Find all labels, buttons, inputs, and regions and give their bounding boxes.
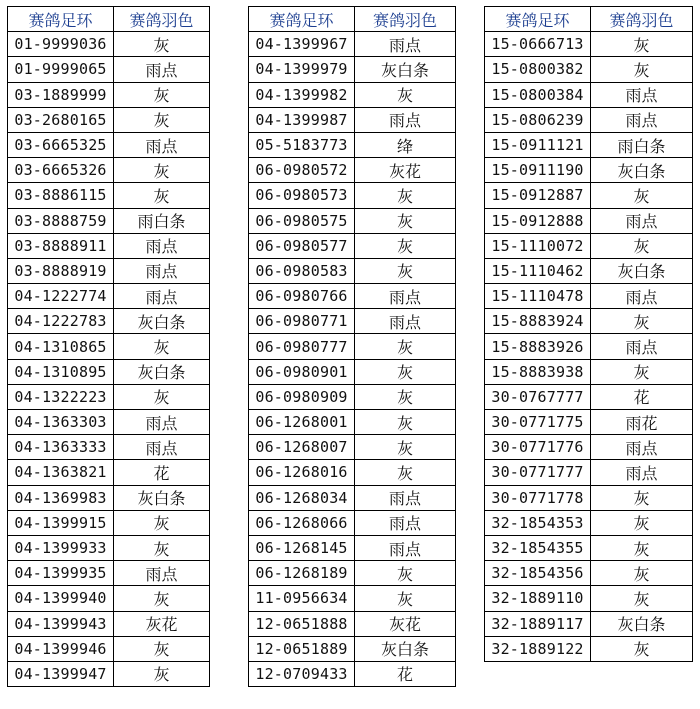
- feather-color-cell: 花: [591, 384, 693, 409]
- feather-color-cell: 灰: [355, 561, 456, 586]
- feather-color-cell: 灰: [355, 359, 456, 384]
- table-row: [485, 158, 693, 183]
- table-row: [8, 107, 210, 132]
- ring-number-cell: 30-0771778: [485, 485, 591, 510]
- table-row: [485, 611, 693, 636]
- table-row: [249, 57, 456, 82]
- feather-color-cell: 绛: [355, 132, 456, 157]
- table-body-1: [8, 32, 210, 687]
- feather-color-cell: 灰白条: [114, 359, 210, 384]
- ring-number-cell: 15-0911190: [485, 158, 591, 183]
- table-row: [8, 258, 210, 283]
- feather-color-cell: 灰: [591, 233, 693, 258]
- table-row: [485, 384, 693, 409]
- feather-color-cell: 灰: [355, 384, 456, 409]
- table-row: [249, 132, 456, 157]
- table-row: [485, 460, 693, 485]
- ring-number-cell: 32-1889110: [485, 586, 591, 611]
- feather-color-cell: 灰花: [114, 611, 210, 636]
- table-row: [485, 636, 693, 661]
- color-header: 赛鸽羽色: [114, 7, 210, 32]
- ring-number-cell: 04-1399935: [8, 561, 114, 586]
- feather-color-cell: 灰: [591, 636, 693, 661]
- ring-number-cell: 05-5183773: [249, 132, 355, 157]
- feather-color-cell: 雨花: [591, 410, 693, 435]
- feather-color-cell: 灰: [114, 661, 210, 686]
- ring-number-cell: 06-1268066: [249, 510, 355, 535]
- feather-color-cell: 灰: [355, 460, 456, 485]
- ring-number-cell: 04-1399982: [249, 82, 355, 107]
- feather-color-cell: 灰: [114, 32, 210, 57]
- table-row: [8, 208, 210, 233]
- table-row: [8, 82, 210, 107]
- ring-number-cell: 03-8888759: [8, 208, 114, 233]
- ring-number-cell: 15-0800382: [485, 57, 591, 82]
- feather-color-cell: 灰: [114, 334, 210, 359]
- feather-color-cell: 雨点: [114, 57, 210, 82]
- feather-color-cell: 灰白条: [591, 611, 693, 636]
- ring-number-cell: 03-2680165: [8, 107, 114, 132]
- feather-color-cell: 雨点: [355, 309, 456, 334]
- ring-number-cell: 04-1399940: [8, 586, 114, 611]
- table-body-2: [249, 32, 456, 687]
- feather-color-cell: 灰: [355, 258, 456, 283]
- ring-number-cell: 06-1268016: [249, 460, 355, 485]
- table-row: [249, 535, 456, 560]
- pigeon-table-3: [484, 6, 693, 662]
- ring-number-cell: 15-1110072: [485, 233, 591, 258]
- table-row: [8, 359, 210, 384]
- table-row: [8, 586, 210, 611]
- ring-number-cell: 06-0980583: [249, 258, 355, 283]
- ring-number-cell: 04-1310865: [8, 334, 114, 359]
- ring-number-cell: 32-1854355: [485, 535, 591, 560]
- feather-color-cell: 雨点: [355, 535, 456, 560]
- table-row: [8, 284, 210, 309]
- ring-number-cell: 15-8883926: [485, 334, 591, 359]
- feather-color-cell: 灰: [591, 183, 693, 208]
- ring-number-cell: 04-1222774: [8, 284, 114, 309]
- table-row: [485, 359, 693, 384]
- ring-number-cell: 03-6665326: [8, 158, 114, 183]
- feather-color-cell: 灰: [114, 636, 210, 661]
- ring-number-cell: 01-9999065: [8, 57, 114, 82]
- ring-number-cell: 15-0806239: [485, 107, 591, 132]
- ring-number-cell: 32-1889122: [485, 636, 591, 661]
- feather-color-cell: 灰花: [355, 158, 456, 183]
- table-row: [485, 57, 693, 82]
- ring-number-cell: 04-1399987: [249, 107, 355, 132]
- ring-number-cell: 15-0666713: [485, 32, 591, 57]
- ring-number-cell: 06-0980577: [249, 233, 355, 258]
- ring-number-cell: 06-1268034: [249, 485, 355, 510]
- feather-color-cell: 雨点: [114, 410, 210, 435]
- feather-color-cell: 雨点: [114, 132, 210, 157]
- ring-number-cell: 32-1889117: [485, 611, 591, 636]
- feather-color-cell: 灰: [591, 57, 693, 82]
- table-row: [249, 158, 456, 183]
- feather-color-cell: 灰: [591, 485, 693, 510]
- feather-color-cell: 灰: [355, 586, 456, 611]
- table-row: [249, 309, 456, 334]
- table-row: [249, 384, 456, 409]
- feather-color-cell: 雨点: [355, 485, 456, 510]
- table-row: [485, 334, 693, 359]
- ring-number-cell: 30-0771776: [485, 435, 591, 460]
- ring-number-cell: 04-1363821: [8, 460, 114, 485]
- feather-color-cell: 雨点: [114, 435, 210, 460]
- table-header-row: [485, 7, 693, 32]
- ring-number-cell: 04-1222783: [8, 309, 114, 334]
- feather-color-cell: 雨点: [591, 107, 693, 132]
- feather-color-cell: 灰: [114, 82, 210, 107]
- feather-color-cell: 雨点: [591, 284, 693, 309]
- feather-color-cell: 雨点: [355, 284, 456, 309]
- feather-color-cell: 雨点: [114, 284, 210, 309]
- table-row: [8, 485, 210, 510]
- feather-color-cell: 灰: [114, 158, 210, 183]
- feather-color-cell: 灰: [591, 359, 693, 384]
- ring-number-cell: 06-0980909: [249, 384, 355, 409]
- table-row: [249, 183, 456, 208]
- feather-color-cell: 花: [355, 661, 456, 686]
- ring-number-cell: 15-0912888: [485, 208, 591, 233]
- ring-header: 赛鸽足环: [249, 7, 355, 32]
- table-row: [8, 57, 210, 82]
- table-row: [249, 82, 456, 107]
- feather-color-cell: 雨点: [591, 334, 693, 359]
- feather-color-cell: 灰: [114, 586, 210, 611]
- ring-number-cell: 15-1110462: [485, 258, 591, 283]
- feather-color-cell: 灰: [114, 183, 210, 208]
- table-row: [485, 208, 693, 233]
- table-row: [8, 384, 210, 409]
- ring-number-cell: 06-1268001: [249, 410, 355, 435]
- table-row: [8, 158, 210, 183]
- ring-number-cell: 04-1399943: [8, 611, 114, 636]
- feather-color-cell: 雨点: [114, 561, 210, 586]
- table-row: [249, 611, 456, 636]
- table-header-row: [249, 7, 456, 32]
- ring-number-cell: 32-1854353: [485, 510, 591, 535]
- table-row: [485, 535, 693, 560]
- feather-color-cell: 灰: [355, 82, 456, 107]
- ring-number-cell: 04-1363333: [8, 435, 114, 460]
- ring-number-cell: 04-1399915: [8, 510, 114, 535]
- feather-color-cell: 灰: [355, 410, 456, 435]
- ring-number-cell: 12-0651888: [249, 611, 355, 636]
- ring-number-cell: 06-0980575: [249, 208, 355, 233]
- ring-number-cell: 06-0980572: [249, 158, 355, 183]
- feather-color-cell: 灰白条: [591, 158, 693, 183]
- table-row: [8, 132, 210, 157]
- table-row: [8, 309, 210, 334]
- feather-color-cell: 雨点: [591, 460, 693, 485]
- ring-number-cell: 06-0980771: [249, 309, 355, 334]
- ring-number-cell: 04-1322223: [8, 384, 114, 409]
- table-row: [249, 586, 456, 611]
- table-row: [249, 334, 456, 359]
- table-row: [249, 359, 456, 384]
- table-row: [249, 107, 456, 132]
- ring-number-cell: 03-6665325: [8, 132, 114, 157]
- feather-color-cell: 雨点: [591, 435, 693, 460]
- ring-number-cell: 15-0911121: [485, 132, 591, 157]
- table-row: [485, 435, 693, 460]
- feather-color-cell: 灰白条: [114, 485, 210, 510]
- ring-number-cell: 04-1310895: [8, 359, 114, 384]
- table-row: [485, 132, 693, 157]
- table-row: [485, 258, 693, 283]
- feather-color-cell: 灰: [355, 208, 456, 233]
- table-row: [8, 233, 210, 258]
- table-row: [485, 561, 693, 586]
- ring-number-cell: 15-0912887: [485, 183, 591, 208]
- table-row: [249, 435, 456, 460]
- feather-color-cell: 灰: [355, 183, 456, 208]
- ring-number-cell: 03-1889999: [8, 82, 114, 107]
- ring-number-cell: 30-0771775: [485, 410, 591, 435]
- ring-number-cell: 04-1399946: [8, 636, 114, 661]
- table-body-3: [485, 32, 693, 662]
- feather-color-cell: 雨白条: [114, 208, 210, 233]
- table-row: [249, 208, 456, 233]
- ring-number-cell: 03-8888911: [8, 233, 114, 258]
- color-header: 赛鸽羽色: [355, 7, 456, 32]
- ring-number-cell: 12-0709433: [249, 661, 355, 686]
- feather-color-cell: 雨点: [591, 208, 693, 233]
- table-row: [249, 510, 456, 535]
- ring-number-cell: 06-0980901: [249, 359, 355, 384]
- ring-header: 赛鸽足环: [485, 7, 591, 32]
- table-row: [8, 183, 210, 208]
- ring-number-cell: 04-1369983: [8, 485, 114, 510]
- ring-number-cell: 04-1399947: [8, 661, 114, 686]
- table-row: [249, 410, 456, 435]
- feather-color-cell: 雨点: [355, 32, 456, 57]
- table-row: [8, 636, 210, 661]
- feather-color-cell: 灰白条: [591, 258, 693, 283]
- table-row: [485, 309, 693, 334]
- ring-number-cell: 03-8886115: [8, 183, 114, 208]
- feather-color-cell: 灰: [591, 535, 693, 560]
- table-row: [249, 661, 456, 686]
- table-row: [485, 410, 693, 435]
- ring-number-cell: 06-0980777: [249, 334, 355, 359]
- ring-number-cell: 01-9999036: [8, 32, 114, 57]
- ring-number-cell: 06-1268189: [249, 561, 355, 586]
- table-row: [249, 284, 456, 309]
- table-row: [249, 485, 456, 510]
- feather-color-cell: 花: [114, 460, 210, 485]
- table-row: [485, 485, 693, 510]
- table-row: [485, 183, 693, 208]
- table-row: [8, 611, 210, 636]
- table-row: [8, 510, 210, 535]
- feather-color-cell: 灰白条: [355, 57, 456, 82]
- feather-color-cell: 雨点: [355, 510, 456, 535]
- table-row: [485, 107, 693, 132]
- table-row: [8, 535, 210, 560]
- color-header: 赛鸽羽色: [591, 7, 693, 32]
- ring-number-cell: 06-1268007: [249, 435, 355, 460]
- ring-number-cell: 06-1268145: [249, 535, 355, 560]
- ring-number-cell: 11-0956634: [249, 586, 355, 611]
- table-row: [249, 460, 456, 485]
- ring-header: 赛鸽足环: [8, 7, 114, 32]
- feather-color-cell: 雨点: [591, 82, 693, 107]
- table-row: [485, 510, 693, 535]
- ring-number-cell: 03-8888919: [8, 258, 114, 283]
- table-row: [8, 460, 210, 485]
- feather-color-cell: 灰: [355, 233, 456, 258]
- table-row: [249, 561, 456, 586]
- table-row: [8, 561, 210, 586]
- table-row: [485, 32, 693, 57]
- feather-color-cell: 灰白条: [114, 309, 210, 334]
- table-row: [249, 636, 456, 661]
- ring-number-cell: 32-1854356: [485, 561, 591, 586]
- feather-color-cell: 雨点: [114, 233, 210, 258]
- feather-color-cell: 灰: [355, 435, 456, 460]
- feather-color-cell: 灰: [114, 384, 210, 409]
- feather-color-cell: 雨点: [114, 258, 210, 283]
- ring-number-cell: 04-1399933: [8, 535, 114, 560]
- feather-color-cell: 灰白条: [355, 636, 456, 661]
- table-row: [8, 32, 210, 57]
- table-row: [8, 334, 210, 359]
- table-row: [485, 586, 693, 611]
- table-row: [249, 32, 456, 57]
- feather-color-cell: 灰: [114, 510, 210, 535]
- feather-color-cell: 灰花: [355, 611, 456, 636]
- ring-number-cell: 06-0980766: [249, 284, 355, 309]
- ring-number-cell: 15-0800384: [485, 82, 591, 107]
- feather-color-cell: 灰: [591, 309, 693, 334]
- table-row: [249, 258, 456, 283]
- ring-number-cell: 15-1110478: [485, 284, 591, 309]
- table-row: [8, 661, 210, 686]
- feather-color-cell: 灰: [114, 107, 210, 132]
- table-row: [485, 82, 693, 107]
- table-row: [249, 233, 456, 258]
- pigeon-table-2: [248, 6, 456, 687]
- table-row: [8, 410, 210, 435]
- pigeon-table-1: [7, 6, 210, 687]
- table-row: [485, 233, 693, 258]
- ring-number-cell: 04-1399979: [249, 57, 355, 82]
- ring-number-cell: 15-8883938: [485, 359, 591, 384]
- ring-number-cell: 30-0771777: [485, 460, 591, 485]
- ring-number-cell: 06-0980573: [249, 183, 355, 208]
- ring-number-cell: 12-0651889: [249, 636, 355, 661]
- feather-color-cell: 灰: [591, 32, 693, 57]
- feather-color-cell: 灰: [355, 334, 456, 359]
- feather-color-cell: 灰: [591, 561, 693, 586]
- table-row: [485, 284, 693, 309]
- table-header-row: [8, 7, 210, 32]
- ring-number-cell: 15-8883924: [485, 309, 591, 334]
- feather-color-cell: 雨白条: [591, 132, 693, 157]
- feather-color-cell: 灰: [591, 510, 693, 535]
- ring-number-cell: 30-0767777: [485, 384, 591, 409]
- feather-color-cell: 灰: [591, 586, 693, 611]
- feather-color-cell: 雨点: [355, 107, 456, 132]
- ring-number-cell: 04-1363303: [8, 410, 114, 435]
- feather-color-cell: 灰: [114, 535, 210, 560]
- table-row: [8, 435, 210, 460]
- ring-number-cell: 04-1399967: [249, 32, 355, 57]
